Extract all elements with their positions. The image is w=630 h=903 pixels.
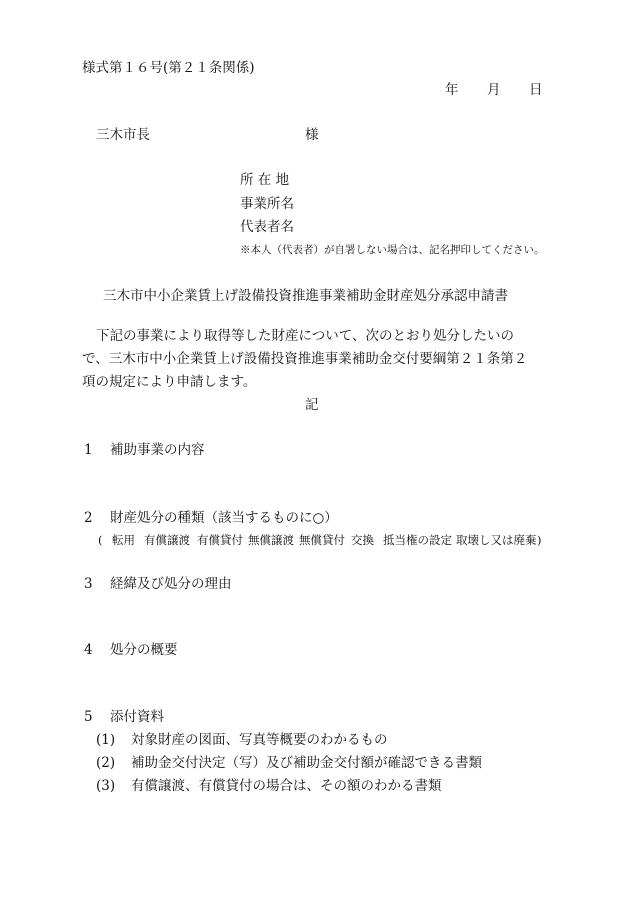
attachment-text: 対象財産の図面、写真等概要のわかるもの [131, 732, 388, 748]
disposal-option: 有償譲渡 [144, 533, 190, 547]
item-label: 財産処分の種類（該当するものに○） [110, 510, 338, 526]
signature-note: ※本人（代表者）が自署しない場合は、記名押印してください。 [240, 244, 545, 256]
form-number: 様式第１６号(第２１条関係) [82, 60, 255, 76]
disposal-option: 転用 [112, 533, 135, 547]
date-year-label: 年 [445, 82, 459, 98]
attachment-number: (2) [96, 755, 116, 771]
disposal-option: 有償貸付 [197, 533, 243, 547]
item-number: 3 [84, 576, 93, 592]
addressee-name: 三木市長 [96, 127, 150, 143]
item-label: 補助事業の内容 [110, 442, 205, 458]
attachment-text: 有償譲渡、有償貸付の場合は、その額のわかる書類 [131, 778, 442, 794]
disposal-option: 交換 [351, 533, 374, 547]
item-number: 1 [84, 442, 93, 458]
ki-label: 記 [305, 397, 319, 413]
body-line-3: 項の規定により申請します。 [82, 374, 257, 390]
item-number: 4 [84, 642, 93, 658]
office-name-label: 事業所名 [240, 196, 294, 212]
item-number: 2 [84, 510, 93, 526]
body-line-2: で、三木市中小企業賃上げ設備投資推進事業補助金交付要綱第２１条第２ [82, 351, 528, 367]
item-label: 処分の概要 [110, 642, 178, 658]
date-day-label: 日 [529, 82, 543, 98]
addressee-honorific: 様 [305, 127, 319, 143]
disposal-option: 無償譲渡 [248, 533, 294, 547]
disposal-option: 無償貸付 [299, 533, 345, 547]
attachment-text: 補助金交付決定（写）及び補助金交付額が確認できる書類 [131, 755, 482, 771]
body-line-1: 下記の事業により取得等した財産について、次のとおり処分したいの [96, 328, 514, 344]
disposal-option: 抵当権の設定 [383, 533, 452, 547]
attachment-number: (3) [96, 778, 116, 794]
options-close-paren: ) [537, 533, 542, 547]
date-month-label: 月 [487, 82, 501, 98]
representative-label: 代表者名 [240, 219, 294, 235]
document-title: 三木市中小企業賃上げ設備投資推進事業補助金財産処分承認申請書 [103, 288, 508, 304]
address-label: 所 在 地 [240, 172, 290, 188]
item-label: 経緯及び処分の理由 [110, 576, 232, 592]
attachment-number: (1) [96, 732, 116, 748]
item-label: 添付資料 [110, 709, 164, 725]
disposal-option: 取壊し又は廃棄 [456, 533, 537, 547]
options-open-paren: ( [98, 533, 103, 547]
item-number: 5 [84, 709, 93, 725]
